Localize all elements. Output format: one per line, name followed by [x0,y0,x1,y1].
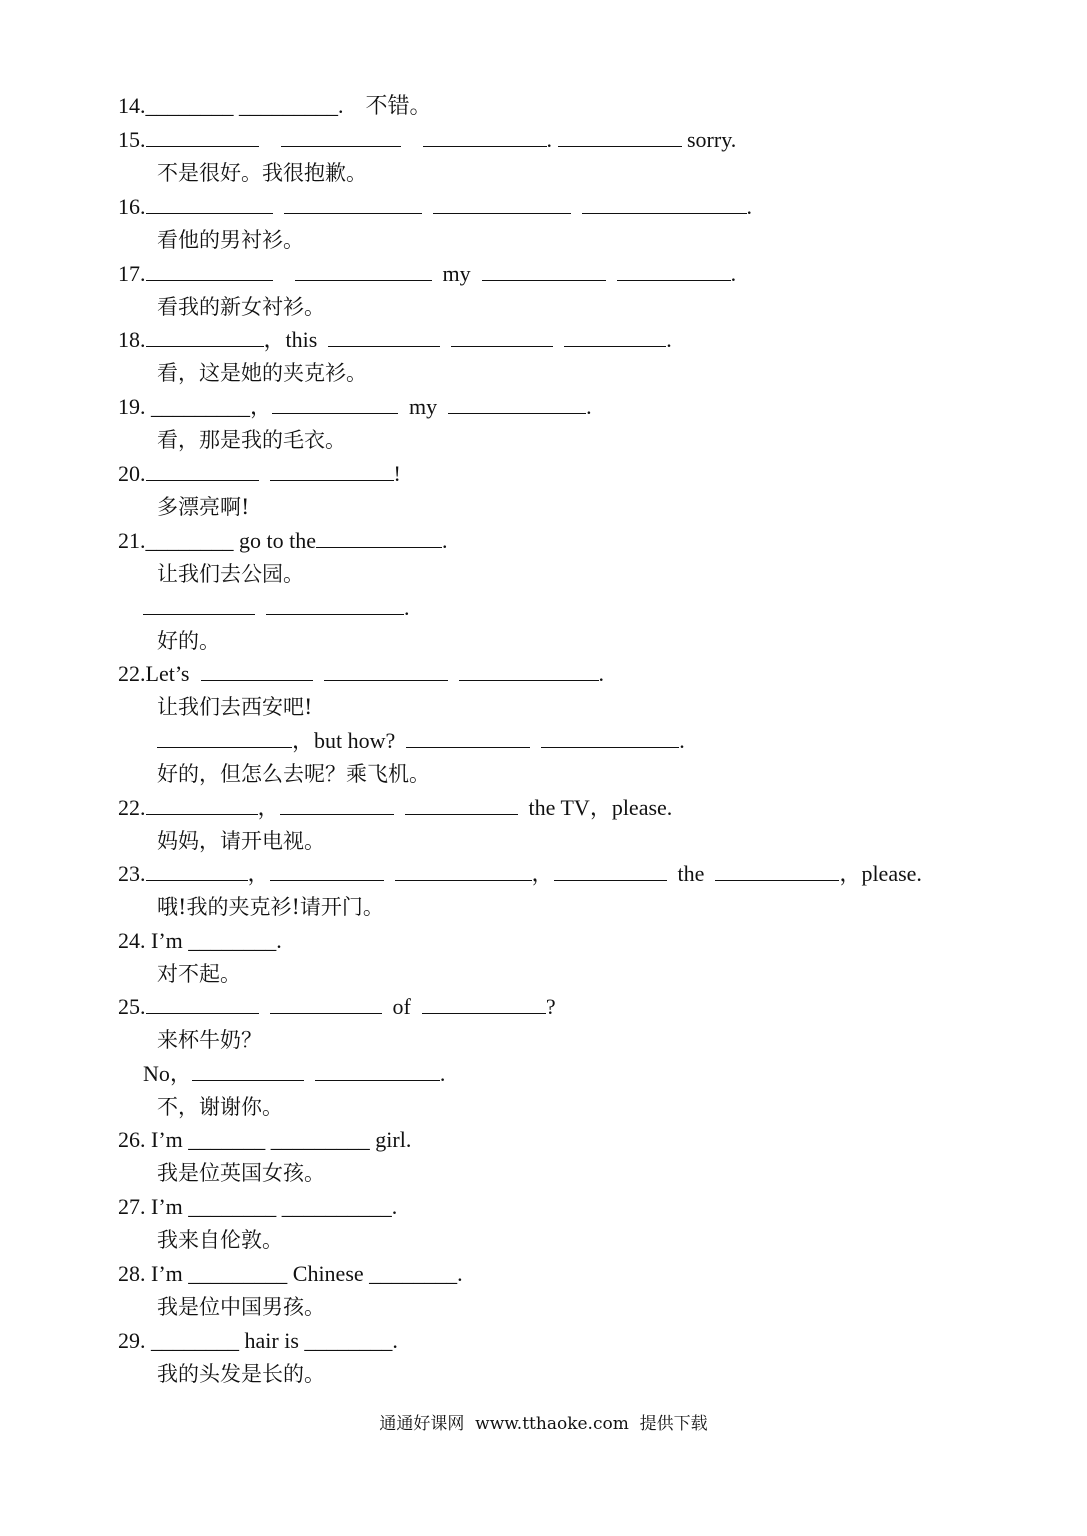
item-21-translation: 让我们去公园。 [157,562,304,586]
item-22a-reply-translation: 好的，但怎么去呢？乘飞机。 [157,762,430,786]
item-17-number: 17. [118,261,146,286]
item-15-translation: 不是很好。我很抱歉。 [157,161,367,185]
item-28-translation: 我是位中国男孩。 [157,1295,325,1319]
item-20-number: 20. [118,461,146,486]
blank[interactable] [324,660,448,681]
blank[interactable] [143,594,255,615]
item-15-sorry: sorry. [687,127,737,152]
blank[interactable] [272,393,398,414]
item-19-prefix: 19. _________， [118,394,273,419]
item-22b-number: 22. [118,795,146,820]
blank[interactable] [582,193,747,214]
blank[interactable] [395,860,532,881]
item-26-translation: 我是位英国女孩。 [157,1161,325,1185]
item-22a-reply-line: ，but how? . [157,727,685,755]
page-footer: 通通好课网 www.tthaoke.com 提供下载 [379,1414,708,1434]
blank[interactable] [315,1060,440,1081]
item-19-my: my [409,394,438,419]
blank[interactable] [554,860,667,881]
item-25-number: 25. [118,994,146,1019]
blank[interactable] [146,993,259,1014]
blank[interactable] [270,460,394,481]
blank[interactable] [146,260,273,281]
blank[interactable] [564,326,666,347]
blank[interactable] [316,527,442,548]
item-16-line: 16. . [118,194,752,219]
blank[interactable] [266,594,404,615]
item-20-line [118,460,401,488]
blank[interactable] [146,126,259,147]
blank[interactable] [423,126,547,147]
item-20-translation: 多漂亮啊! [157,495,250,519]
blank[interactable] [448,393,586,414]
item-23-line: 23. ， ， the ，please. [118,861,922,886]
blank[interactable] [295,260,432,281]
item-23-translation: 哦!我的夹克衫!请开门。 [157,895,384,919]
item-25-line [118,993,556,1021]
item-22b-the-tv: the TV，please. [528,795,673,820]
item-24-translation: 对不起。 [157,962,241,986]
item-21-prefix: 21.________ go to the [118,528,316,553]
blank[interactable] [157,727,292,748]
item-29-line: 29. ________ hair is ________. [118,1328,398,1353]
item-15-number: 15. [118,127,146,152]
item-18-this: ，this [263,327,318,352]
blank[interactable] [146,794,258,815]
item-23-number: 23. [118,861,146,886]
item-25-of: of [392,994,411,1019]
blank[interactable] [281,126,401,147]
item-25-translation: 来杯牛奶？ [157,1028,262,1052]
item-27-translation: 我来自伦敦。 [157,1228,283,1252]
item-18-line: 18. ，this . [118,327,672,352]
item-16-translation: 看他的男衬衫。 [157,228,304,252]
blank[interactable] [270,860,384,881]
item-20-end: ! [393,461,401,486]
item-19-line: 19. _________， my . [118,394,592,419]
item-17-my: my [442,261,471,286]
item-22a-but-how: ，but how? [292,728,396,753]
item-21-reply-translation: 好的。 [157,629,220,653]
blank[interactable] [406,727,530,748]
blank[interactable] [541,727,679,748]
item-25-reply-translation: 不，谢谢你。 [157,1095,283,1119]
blank[interactable] [482,260,606,281]
item-21-line: 21.________ go to the . [118,528,448,553]
blank[interactable] [270,993,382,1014]
item-22b-line: 22. ， the TV，please. [118,795,673,820]
blank[interactable] [558,126,682,147]
item-25-no: No， [143,1061,192,1086]
blank[interactable] [192,1060,304,1081]
blank[interactable] [405,794,518,815]
blank[interactable] [201,660,313,681]
blank[interactable] [422,993,546,1014]
item-22a-translation: 让我们去西安吧! [157,695,313,719]
blank[interactable] [617,260,731,281]
item-22a-line: 22.Let’s . [118,661,604,686]
blank[interactable] [433,193,571,214]
item-25-question: ? [545,994,556,1019]
item-18-translation: 看，这是她的夹克衫。 [157,361,367,385]
item-24-line: 24. I’m ________. [118,928,282,953]
item-26-line: 26. I’m _______ _________ girl. [118,1127,412,1152]
blank[interactable] [146,860,248,881]
blank[interactable] [284,193,422,214]
item-17-line: 17. my . [118,261,737,286]
blank[interactable] [146,326,264,347]
blank[interactable] [146,193,273,214]
item-28-line: 28. I’m _________ Chinese ________. [118,1261,463,1286]
item-15-line: 15. . sorry. [118,127,737,152]
item-17-translation: 看我的新女衬衫。 [157,295,325,319]
item-29-translation: 我的头发是长的。 [157,1362,325,1386]
item-25-reply-line: No， . [143,1061,446,1086]
item-22a-prefix: 22.Let’s [118,661,190,686]
item-19-translation: 看，那是我的毛衣。 [157,428,346,452]
item-22b-translation: 妈妈，请开电视。 [157,829,325,853]
blank[interactable] [328,326,440,347]
item-21-reply-line: . [143,594,410,622]
item-23-the: the [677,861,705,886]
blank[interactable] [451,326,553,347]
item-27-line: 27. I’m ________ __________. [118,1194,398,1219]
item-23-please: please. [861,861,922,886]
blank[interactable] [715,860,839,881]
blank[interactable] [459,660,599,681]
blank[interactable] [280,794,394,815]
blank[interactable] [146,460,259,481]
item-16-number: 16. [118,194,146,219]
item-18-number: 18. [118,327,146,352]
item-14-line: 14.________ _________. 不错。 [118,93,432,118]
